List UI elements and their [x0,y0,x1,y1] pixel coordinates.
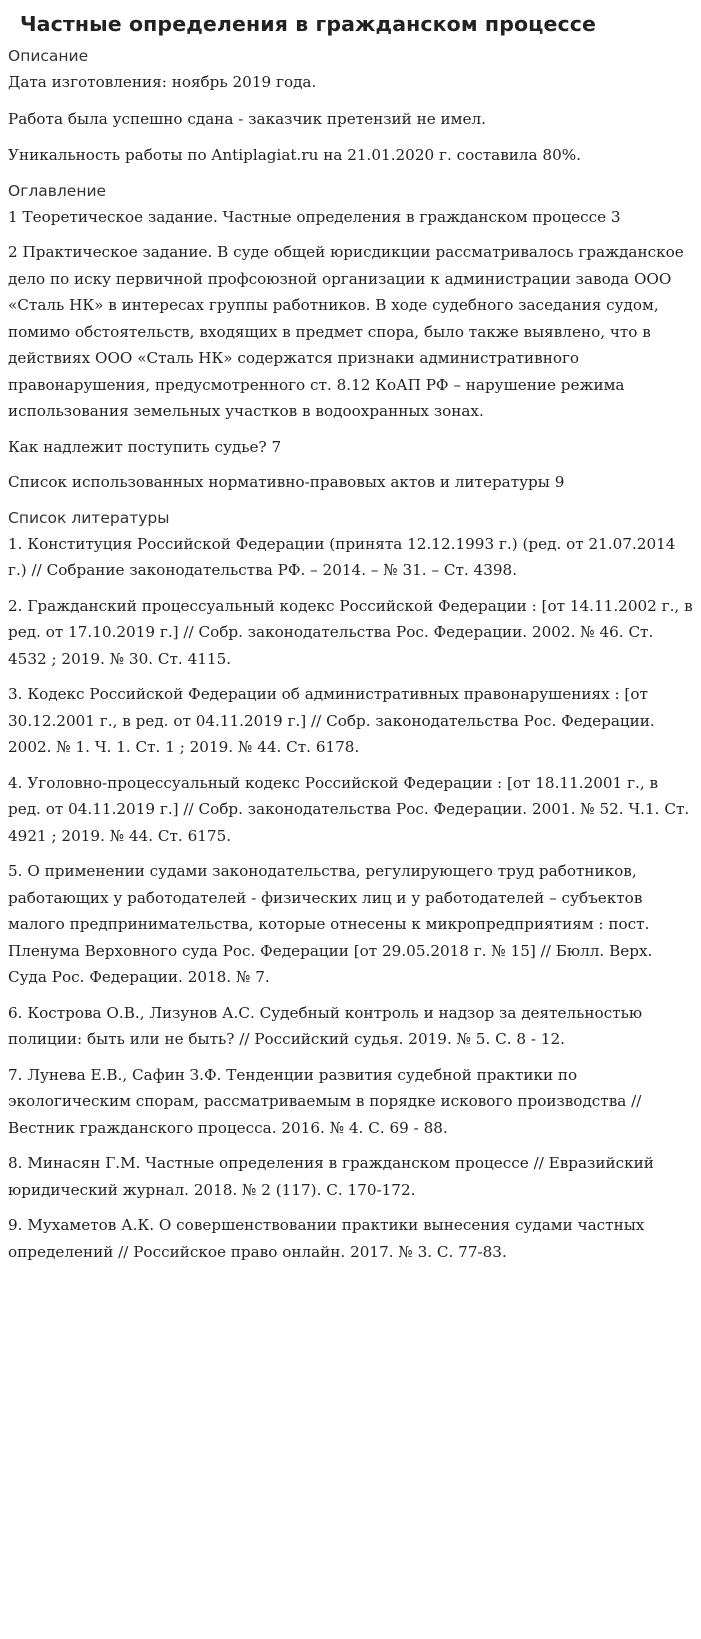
literature-item: 5. О применении судами законодательства, регулирующего труд работников, работающих у работодателей - физических лиц и у работодателей – субъектов малого предпринимательства, которые отнесены к микропредприятиям : пост. Пленума Верховного суда Рос. Федерации [от 29.05.2018 г. № 15] // Бюлл. Верх. Суда Рос. Федерации. 2018. № 7. [8,862,653,986]
work-status: Работа была успешно сдана - заказчик претензий не имел. [8,109,486,128]
toc-item: Как надлежит поступить судье? 7 [8,437,282,456]
literature-item: 7. Лунева Е.В., Сафин З.Ф. Тенденции развития судебной практики по экологическим спорам, рассматриваемым в порядке искового производства // Вестник гражданского процесса. 2016. № 4. С. 69 - 88. [8,1065,642,1137]
literature-item: 8. Минасян Г.М. Частные определения в гражданском процессе // Евразийский юридический журнал. 2018. № 2 (117). С. 170-172. [8,1154,654,1199]
literature-item: 9. Мухаметов А.К. О совершенствовании практики вынесения судами частных определений // Российское право онлайн. 2017. № 3. С. 77-83. [8,1216,645,1261]
literature-section [8,505,693,1266]
literature-item: 1. Конституция Российской Федерации (принята 12.12.1993 г.) (ред. от 21.07.2014 г.) // Собрание законодательства РФ. – 2014. – № 31. – Ст. 4398. [8,534,676,579]
production-date: Дата изготовления: ноябрь 2019 года. [8,73,317,91]
toc-label: Оглавление [8,181,107,200]
page-title: Частные определения в гражданском процессе [20,12,596,36]
literature-label: Список литературы [8,508,170,527]
description-label: Описание [8,47,89,65]
literature-item: 6. Кострова О.В., Лизунов А.С. Судебный контроль и надзор за деятельностью полиции: быть или не быть? // Российский судья. 2019. № 5. С. 8 - 12. [8,1003,643,1048]
toc-item: 1 Теоретическое задание. Частные определения в гражданском процессе 3 [8,207,621,226]
description-section [8,43,693,169]
literature-item: 3. Кодекс Российской Федерации об административных правонарушениях : [от 30.12.2001 г., в ред. от 04.11.2019 г.] // Собр. законодательства Рос. Федерации. 2002. № 1. Ч. 1. Ст. 1 ; 2019. № 44. Ст. 6178. [8,685,655,756]
toc-item: 2 Практическое задание. В суде общей юрисдикции рассматривалось гражданское дело по иску первичной профсоюзной организации к администрации завода ООО «Сталь НК» в интересах группы работников. В ходе судебного заседания судом, помимо обстоятельств, входящих в предмет спора, было также выявлено, что в действиях ООО «Сталь НК» содержатся признаки административного правонарушения, предусмотренного ст. 8.12 КоАП РФ – нарушение режима использования земельных участков в водоохранных зонах. [8,243,684,420]
toc-item: Список использованных нормативно-правовых актов и литературы 9 [8,473,565,491]
uniqueness-info: Уникальность работы по Antiplagiat.ru на 21.01.2020 г. составила 80%. [8,146,582,164]
literature-item: 2. Гражданский процессуальный кодекс Российской Федерации : [от 14.11.2002 г., в ред. от 17.10.2019 г.] // Собр. законодательства Рос. Федерации. 2002. № 46. Ст. 4532 ; 2019. № 30. Ст. 4115. [8,596,693,668]
literature-item: 4. Уголовно-процессуальный кодекс Российской Федерации : [от 18.11.2001 г., в ред. от 04.11.2019 г.] // Собр. законодательства Рос. Федерации. 2001. № 52. Ч.1. Ст. 4921 ; 2019. № 44. Ст. 6175. [8,773,690,845]
toc-section [8,178,693,496]
